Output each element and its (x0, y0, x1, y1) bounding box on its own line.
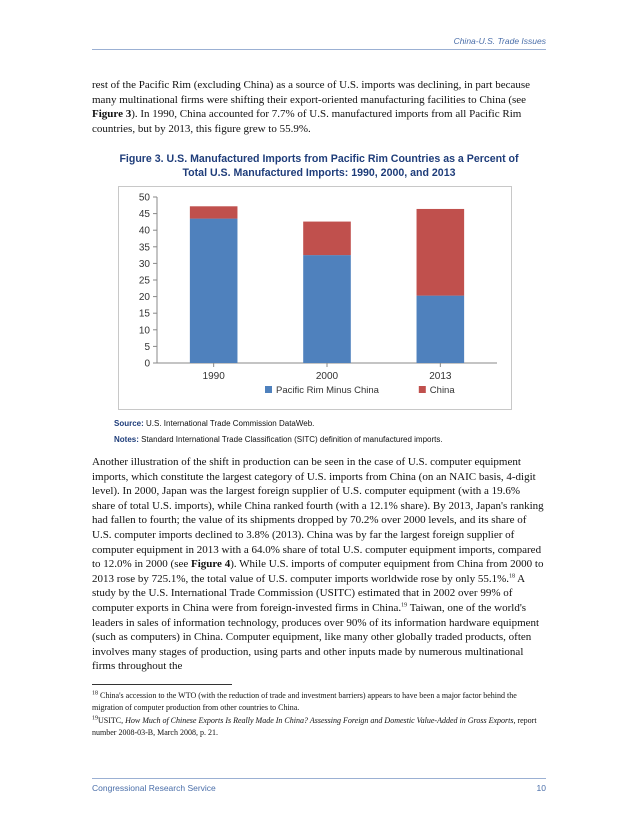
bar-1990-pacific-rim-minus-china (190, 219, 238, 363)
footnote-divider (92, 684, 232, 685)
paragraph-2 (92, 455, 546, 674)
paragraph-2-text-2: ). While U.S. imports of computer equipment from China from 2000 to 2013 rose by 725.1%, the total value of U.S. computer imports worldwide rose by only 55.1%. (92, 558, 544, 585)
paragraph-2-text-4: Taiwan, one of the world's leaders in sales of information technology, produces over 90% of its information hardware equipment (such as computers) in China. Computer equipment, like many other globally traded products, often involves many stages of production, using parts and other inputs made by numerous multinational firms throughout the (92, 601, 540, 673)
footer-publisher: Congressional Research Service (92, 783, 216, 793)
y-tick-label: 5 (144, 341, 150, 353)
footnote-ref-19[interactable]: 19 (401, 602, 408, 609)
footnote-18-number: 18 (92, 690, 98, 697)
legend-label: Pacific Rim Minus China (276, 385, 379, 396)
x-tick-label: 2013 (429, 371, 452, 382)
figure-title (92, 152, 546, 180)
bar-2000-pacific-rim-minus-china (303, 255, 351, 363)
y-tick-label: 45 (138, 209, 150, 221)
notes-text: Standard International Trade Classification (SITC) definition of manufactured imports. (138, 435, 443, 444)
y-tick-label: 30 (138, 258, 150, 270)
footnote-19-text: USITC, (98, 716, 126, 725)
figure-title-line-1: Figure 3. U.S. Manufactured Imports from Pacific Rim Countries as a Percent of (119, 153, 519, 165)
stacked-bar-chart (119, 187, 511, 409)
footnote-18 (92, 690, 546, 713)
y-tick-label: 40 (138, 225, 150, 237)
source-text: U.S. International Trade Commission DataWeb. (143, 419, 315, 428)
y-tick-label: 35 (138, 242, 150, 254)
legend-swatch (419, 386, 426, 393)
paragraph-2-text-3: A study by the U.S. International Trade Commission (USITC) estimated that in 2002 over 99% of computer exports in China were from foreign-invested firms in China. (92, 572, 525, 614)
footnote-19-number: 19 (92, 715, 98, 722)
legend-swatch (265, 386, 272, 393)
x-tick-label: 1990 (202, 371, 225, 382)
figure-3-reference: Figure 3 (92, 108, 132, 121)
footnote-19-report-title: How Much of Chinese Exports Is Really Made In China? Assessing Foreign and Domestic Value-Added in Gross Exports (125, 716, 514, 725)
y-tick-label: 50 (138, 192, 150, 204)
figure-notes (114, 434, 544, 445)
figure-title-line-2: Total U.S. Manufactured Imports: 1990, 2000, and 2013 (182, 167, 456, 179)
y-tick-label: 15 (138, 308, 150, 320)
bar-2013-china (417, 209, 465, 296)
footnote-19 (92, 715, 546, 738)
footnote-ref-18[interactable]: 18 (509, 573, 516, 580)
footnotes (92, 690, 546, 740)
page-footer (92, 778, 546, 793)
notes-label: Notes: (114, 435, 139, 444)
figure-4-reference: Figure 4 (190, 558, 231, 571)
paragraph-2-text-1: Another illustration of the shift in production can be seen in the case of U.S. computer equipment imports, which constitute the largest category of U.S. imports from China (on an NAIC basis, 4-digit level). In 2000, Japan was the largest foreign supplier of U.S. computer equipment (with a 19.6% share of total U.S. imports), while China ranked fourth (with a 12.1% share). By 2013, Japan's ranking had fallen to fourth; the value of its shipments dropped by 70.2% over 2000 levels, and its share of U.S. computer imports declined to 3.8% (2013). China was by far the largest foreign supplier of computer equipment in 2013 with a 64.0% share of total U.S. computer equipment imports, compared to 12.0% in 2000 (see (92, 456, 544, 571)
source-label: Source: (114, 419, 144, 428)
paragraph-1-text-before: rest of the Pacific Rim (excluding China) as a source of U.S. imports was declining, in part because many multinational firms were shifting their export-oriented manufacturing facilities to China (see (92, 79, 531, 106)
footnote-19-rest: , report number 2008-03-B, March 2008, p. 21. (92, 716, 537, 737)
legend-label: China (429, 385, 455, 396)
y-tick-label: 25 (138, 275, 150, 287)
figure-source (114, 418, 544, 429)
y-tick-label: 20 (138, 292, 150, 304)
bar-2013-pacific-rim-minus-china (417, 296, 465, 363)
page-number: 10 (536, 783, 546, 793)
footnote-18-text: China's accession to the WTO (with the reduction of trade and investment barriers) appears to have been a major factor behind the migration of computer production from other countries to China. (92, 691, 517, 712)
paragraph-1-text-after: ). In 1990, China accounted for 7.7% of U.S. manufactured imports from all Pacific Rim countries, but by 2013, this figure grew to 55.9%. (92, 108, 522, 135)
x-tick-label: 2000 (315, 371, 339, 382)
bar-2000-china (303, 222, 351, 256)
paragraph-1 (92, 78, 546, 136)
chart-container (118, 186, 512, 410)
y-tick-label: 10 (138, 325, 150, 337)
bar-1990-china (190, 206, 238, 218)
y-tick-label: 0 (144, 358, 150, 370)
running-header (92, 36, 546, 50)
running-title: China-U.S. Trade Issues (453, 36, 546, 46)
